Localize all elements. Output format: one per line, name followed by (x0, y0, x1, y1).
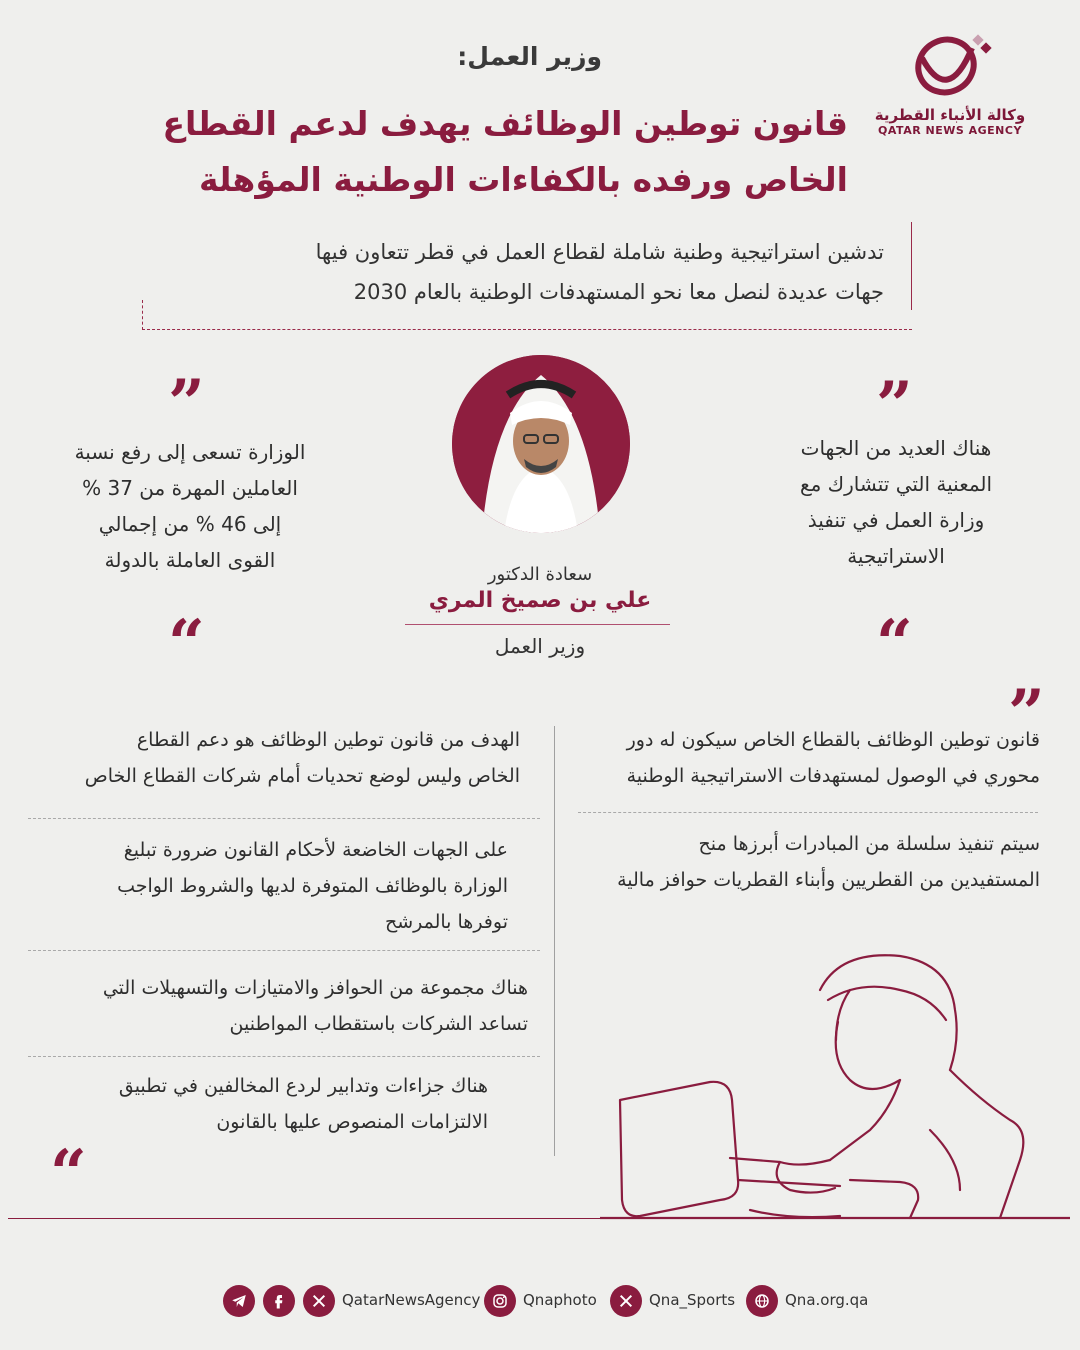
kicker: وزير العمل: (457, 42, 602, 71)
qna-logo (850, 28, 1050, 158)
speaker-title: وزير العمل (494, 634, 586, 658)
quote-open-icon: ” (876, 368, 913, 443)
left-quote-line: العاملين المهرة من 37 % (82, 476, 298, 500)
point-line: تساعد الشركات باستقطاب المواطنين (229, 1013, 528, 1035)
left-quote-line: الوزارة تسعى إلى رفع نسبة (74, 440, 306, 464)
right-quote-line: وزارة العمل في تنفيذ (807, 508, 985, 532)
name-divider (405, 624, 670, 625)
left-quote-line: إلى 46 % من إجمالي (98, 512, 282, 536)
speaker-portrait (452, 355, 630, 533)
logo-arabic-text: وكالة الأنباء القطرية (874, 106, 1026, 124)
x-icon[interactable] (610, 1285, 642, 1317)
right-quote-text (758, 430, 1034, 574)
footer-handle-qatarnewsagency[interactable]: QatarNewsAgency (342, 1291, 481, 1309)
point-line: على الجهات الخاضعة لأحكام القانون ضرورة تبليغ (123, 839, 508, 861)
quote-close-icon: “ (876, 606, 913, 681)
point-line: الهدف من قانون توطين الوظائف هو دعم القطاع (136, 729, 520, 751)
instagram-icon[interactable] (484, 1285, 516, 1317)
left-point (40, 722, 520, 794)
left-quote-text (40, 434, 340, 578)
x-icon[interactable] (303, 1285, 335, 1317)
right-quote-line: المعنية التي تتشارك مع (799, 472, 993, 496)
point-line: هناك جزاءات وتدابير لردع المخالفين في تطبيق (118, 1075, 488, 1097)
point-line: سيتم تنفيذ سلسلة من المبادرات أبرزها منح (698, 833, 1040, 855)
headline-line-1: قانون توطين الوظائف يهدف لدعم القطاع (162, 104, 848, 143)
point-line: قانون توطين الوظائف بالقطاع الخاص سيكون له دور (626, 729, 1040, 751)
telegram-icon[interactable] (223, 1285, 255, 1317)
intro-line-1: تدشين استراتيجية وطنية شاملة لقطاع العمل في قطر تتعاون فيها (315, 240, 884, 264)
point-separator (28, 950, 540, 951)
headline-line-2: الخاص ورفده بالكفاءات الوطنية المؤهلة (198, 160, 848, 199)
footer-handle-qnaphoto[interactable]: Qnaphoto (523, 1291, 597, 1309)
quote-open-icon: ” (168, 366, 205, 441)
point-separator (28, 818, 540, 819)
qna-emblem-icon (900, 28, 1000, 104)
right-point (550, 722, 1040, 794)
quote-open-icon: ” (1008, 676, 1045, 751)
quote-close-icon: “ (168, 606, 205, 681)
point-line: المستفيدين من القطريين وأبناء القطريات حوافز مالية (617, 869, 1040, 891)
right-point (550, 826, 1040, 898)
left-point (48, 970, 528, 1042)
point-line: توفرها بالمرشح (384, 911, 508, 933)
baseline-rule (8, 1218, 1068, 1219)
point-line: الالتزامات المنصوص عليها بالقانون (216, 1111, 488, 1133)
point-line: الخاص وليس لوضع تحديات أمام شركات القطاع الخاص (84, 765, 520, 787)
globe-icon[interactable] (746, 1285, 778, 1317)
speaker-photo (452, 355, 630, 533)
footer-handle-qna-sports[interactable]: Qna_Sports (649, 1291, 736, 1309)
left-point (8, 1068, 488, 1140)
man-at-laptop-illustration (600, 930, 1070, 1230)
left-quote-line: القوى العاملة بالدولة (104, 548, 276, 572)
point-separator (578, 812, 1038, 813)
speaker-name: علي بن صميخ المري (428, 588, 652, 613)
point-separator (28, 1056, 540, 1057)
intro-frame (142, 222, 912, 330)
left-point (28, 832, 508, 940)
point-line: الوزارة بالوظائف المتوفرة لديها والشروط الواجب (117, 875, 508, 897)
speaker-honorific: سعادة الدكتور (487, 564, 593, 585)
point-line: محوري في الوصول لمستهدفات الاستراتيجية الوطنية (626, 765, 1040, 787)
intro-line-2: جهات عديدة لنصل معا نحو المستهدفات الوطنية بالعام 2030 (353, 280, 884, 304)
right-quote-line: هناك العديد من الجهات (800, 436, 992, 460)
point-line: هناك مجموعة من الحوافز والامتيازات والتسهيلات التي (102, 977, 528, 999)
right-quote-line: الاستراتيجية (847, 544, 945, 568)
logo-english-text: QATAR NEWS AGENCY (878, 124, 1022, 137)
facebook-icon[interactable] (263, 1285, 295, 1317)
quote-close-icon: “ (50, 1136, 87, 1211)
footer-website[interactable]: Qna.org.qa (785, 1291, 869, 1309)
